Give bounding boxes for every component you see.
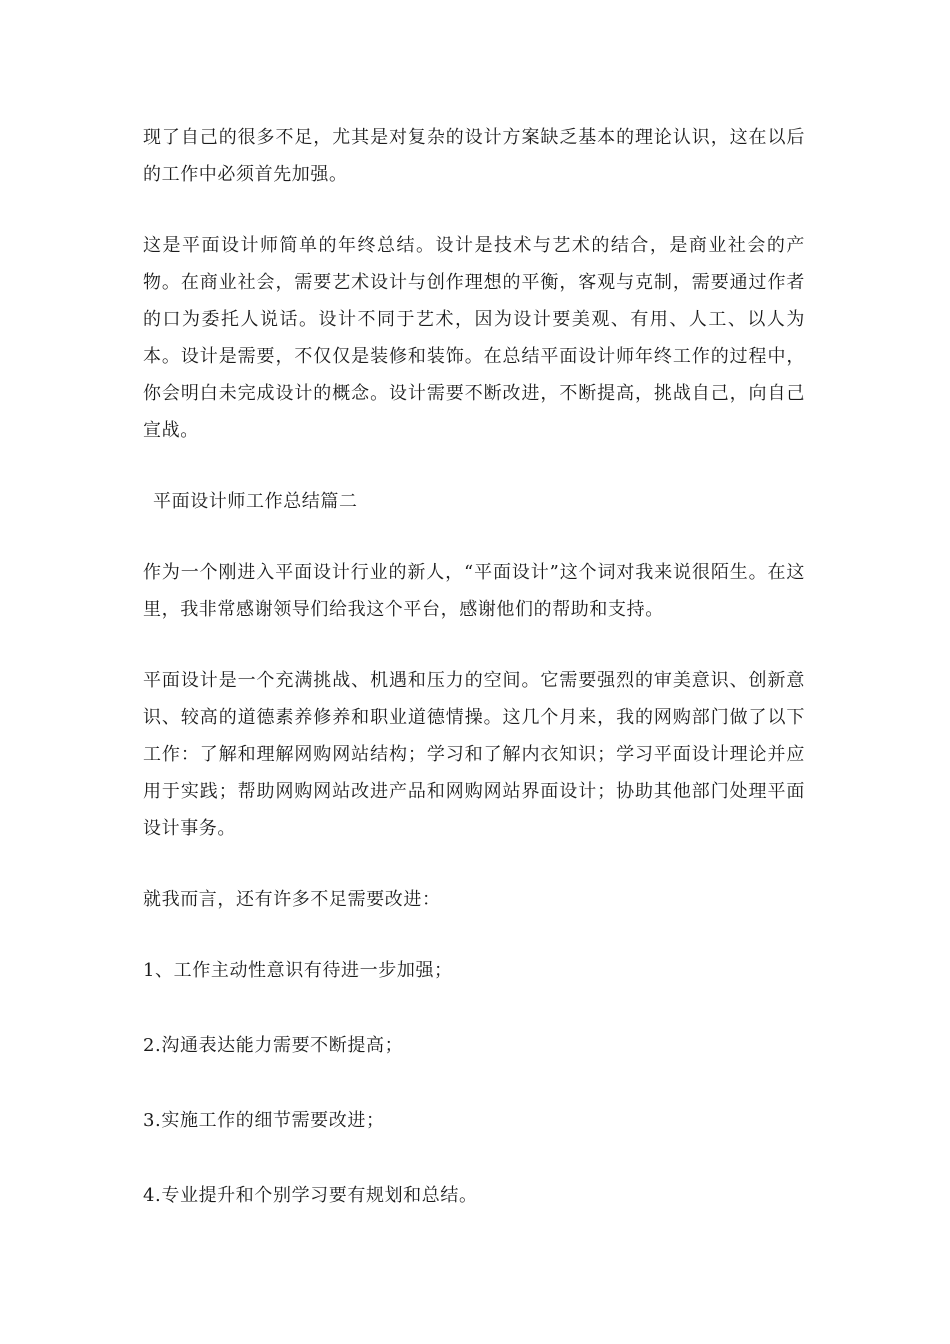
list-item: 1、工作主动性意识有待进一步加强； bbox=[143, 960, 453, 981]
paragraph-newcomer: 作为一个刚进入平面设计行业的新人，“平面设计”这个词对我来说很陌生。在这里，我非常感谢领导们给我这个平台，感谢他们的帮助和支持。 bbox=[143, 562, 805, 620]
section-heading: 平面设计师工作总结篇二 bbox=[153, 491, 358, 512]
document-body bbox=[143, 119, 805, 1252]
paragraph-continuation: 现了自己的很多不足，尤其是对复杂的设计方案缺乏基本的理论认识，这在以后的工作中必须首先加强。 bbox=[143, 127, 805, 185]
list-item: 4.专业提升和个别学习要有规划和总结。 bbox=[143, 1185, 478, 1206]
paragraph-shortcomings-intro: 就我而言，还有许多不足需要改进： bbox=[143, 889, 441, 910]
paragraph-year-end-summary: 这是平面设计师简单的年终总结。设计是技术与艺术的结合，是商业社会的产物。在商业社会，需要艺术设计与创作理想的平衡，客观与克制，需要通过作者的口为委托人说话。设计不同于艺术，因为设计要美观、有用、人工、以人为本。设计是需要，不仅仅是装修和装饰。在总结平面设计师年终工作的过程中，你会明白未完成设计的概念。设计需要不断改进，不断提高，挑战自己，向自己宣战。 bbox=[143, 235, 805, 441]
list-item: 3.实施工作的细节需要改进； bbox=[143, 1110, 385, 1131]
list-item: 2.沟通表达能力需要不断提高； bbox=[143, 1035, 404, 1056]
paragraph-work-done: 平面设计是一个充满挑战、机遇和压力的空间。它需要强烈的审美意识、创新意识、较高的道德素养修养和职业道德情操。这几个月来，我的网购部门做了以下工作：了解和理解网购网站结构；学习和了解内衣知识；学习平面设计理论并应用于实践；帮助网购网站改进产品和网购网站界面设计；协助其他部门处理平面设计事务。 bbox=[143, 670, 805, 839]
